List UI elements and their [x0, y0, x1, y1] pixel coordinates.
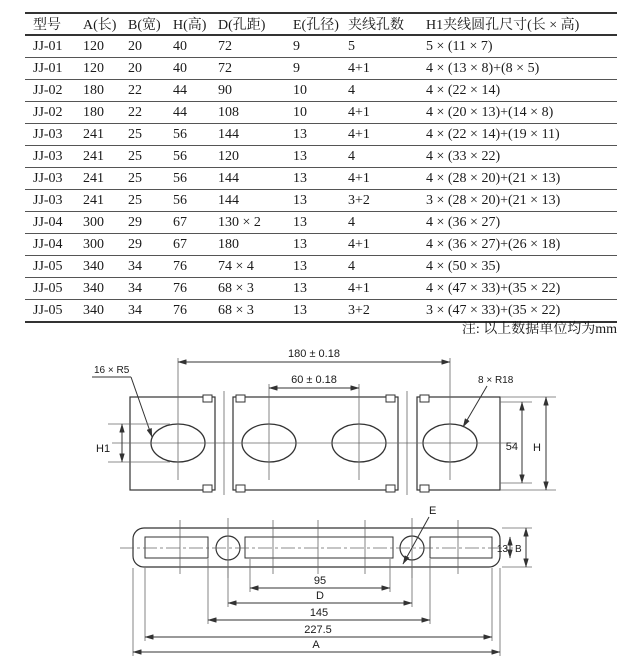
plan-view-drawing — [0, 500, 640, 669]
dim-145-label: 145 — [309, 607, 329, 619]
plan-centerlines — [120, 518, 513, 578]
plan-body — [133, 528, 500, 567]
col-header-h: H(高) — [165, 13, 210, 35]
r18-label: 8 × R18 — [478, 375, 514, 386]
table-row: JJ-01 120 20 40 72 9 4+1 4 × (13 × 8)+(8 × 5) — [25, 58, 617, 80]
corner-notches — [203, 395, 429, 492]
r5-label: 16 × R5 — [94, 365, 130, 376]
table-row: JJ-03 241 25 56 144 13 3+2 3 × (28 × 20)+(21 × 13) — [25, 190, 617, 212]
h-label: H — [533, 442, 541, 454]
table-header-row — [25, 13, 617, 35]
table-row: JJ-05 340 34 76 74 × 4 13 4 4 × (50 × 35) — [25, 256, 617, 278]
table-row: JJ-02 180 22 44 90 10 4 4 × (22 × 14) — [25, 80, 617, 102]
slot-middle — [245, 537, 393, 558]
col-header-a: A(长) — [75, 13, 120, 35]
table-row: JJ-03 241 25 56 144 13 4+1 4 × (28 × 20)+(21 × 13) — [25, 168, 617, 190]
table-row: JJ-05 340 34 76 68 × 3 13 4+1 4 × (47 × 33)+(35 × 22) — [25, 278, 617, 300]
slot-right — [430, 537, 492, 558]
dimension-total-pitch — [178, 348, 450, 362]
table-row: JJ-05 340 34 76 68 × 3 13 3+2 3 × (47 × 33)+(35 × 22) — [25, 300, 617, 323]
spec-table — [25, 12, 617, 323]
table-row: JJ-04 300 29 67 180 13 4+1 4 × (36 × 27)+(26 × 18) — [25, 234, 617, 256]
dim-180-label: 180 ± 0.18 — [288, 348, 340, 360]
dimension-d — [228, 590, 412, 603]
col-header-b: B(宽) — [120, 13, 165, 35]
dimension-145 — [208, 607, 430, 620]
table-row: JJ-01 120 20 40 72 9 5 5 × (11 × 7) — [25, 35, 617, 58]
col-header-e: E(孔径) — [285, 13, 340, 35]
col-header-d: D(孔距) — [210, 13, 285, 35]
table-row: JJ-03 241 25 56 144 13 4+1 4 × (22 × 14)+(19 × 11) — [25, 124, 617, 146]
table-row: JJ-02 180 22 44 108 10 4+1 4 × (20 × 13)+(14 × 8) — [25, 102, 617, 124]
e-label: E — [429, 505, 437, 517]
table-row: JJ-04 300 29 67 130 × 2 13 4 4 × (36 × 27) — [25, 212, 617, 234]
dim-227-5-label: 227.5 — [304, 624, 332, 636]
unit-note: 注: 以上数据单位均为mm — [461, 322, 617, 337]
slot-left — [145, 537, 208, 558]
d-label: D — [316, 590, 324, 602]
dimension-inner-pitch — [269, 374, 359, 388]
col-header-model: 型号 — [25, 13, 75, 35]
col-header-h1: H1夹线圆孔尺寸(长 × 高) — [418, 13, 617, 35]
front-view-drawing — [0, 345, 640, 500]
leader-r18 — [463, 375, 514, 427]
h1-label: H1 — [96, 443, 111, 455]
plan-outline — [133, 528, 500, 567]
a-label: A — [312, 639, 320, 651]
dim-54-label: 54 — [505, 441, 518, 453]
col-header-holes: 夹线孔数 — [340, 13, 418, 35]
spec-table-container — [25, 12, 617, 323]
dimension-227-5 — [145, 624, 492, 637]
dimension-54 — [500, 402, 532, 483]
dimension-95 — [250, 575, 390, 588]
dimension-a — [133, 639, 500, 652]
table-row: JJ-03 241 25 56 120 13 4 4 × (33 × 22) — [25, 146, 617, 168]
b-label: B — [515, 544, 522, 555]
clamp-body-blocks — [130, 395, 500, 492]
dimension-13 — [497, 537, 510, 558]
dim-13-label: 13 — [496, 544, 508, 555]
dim-95-label: 95 — [313, 575, 327, 587]
dim-60-label: 60 ± 0.18 — [291, 374, 337, 386]
